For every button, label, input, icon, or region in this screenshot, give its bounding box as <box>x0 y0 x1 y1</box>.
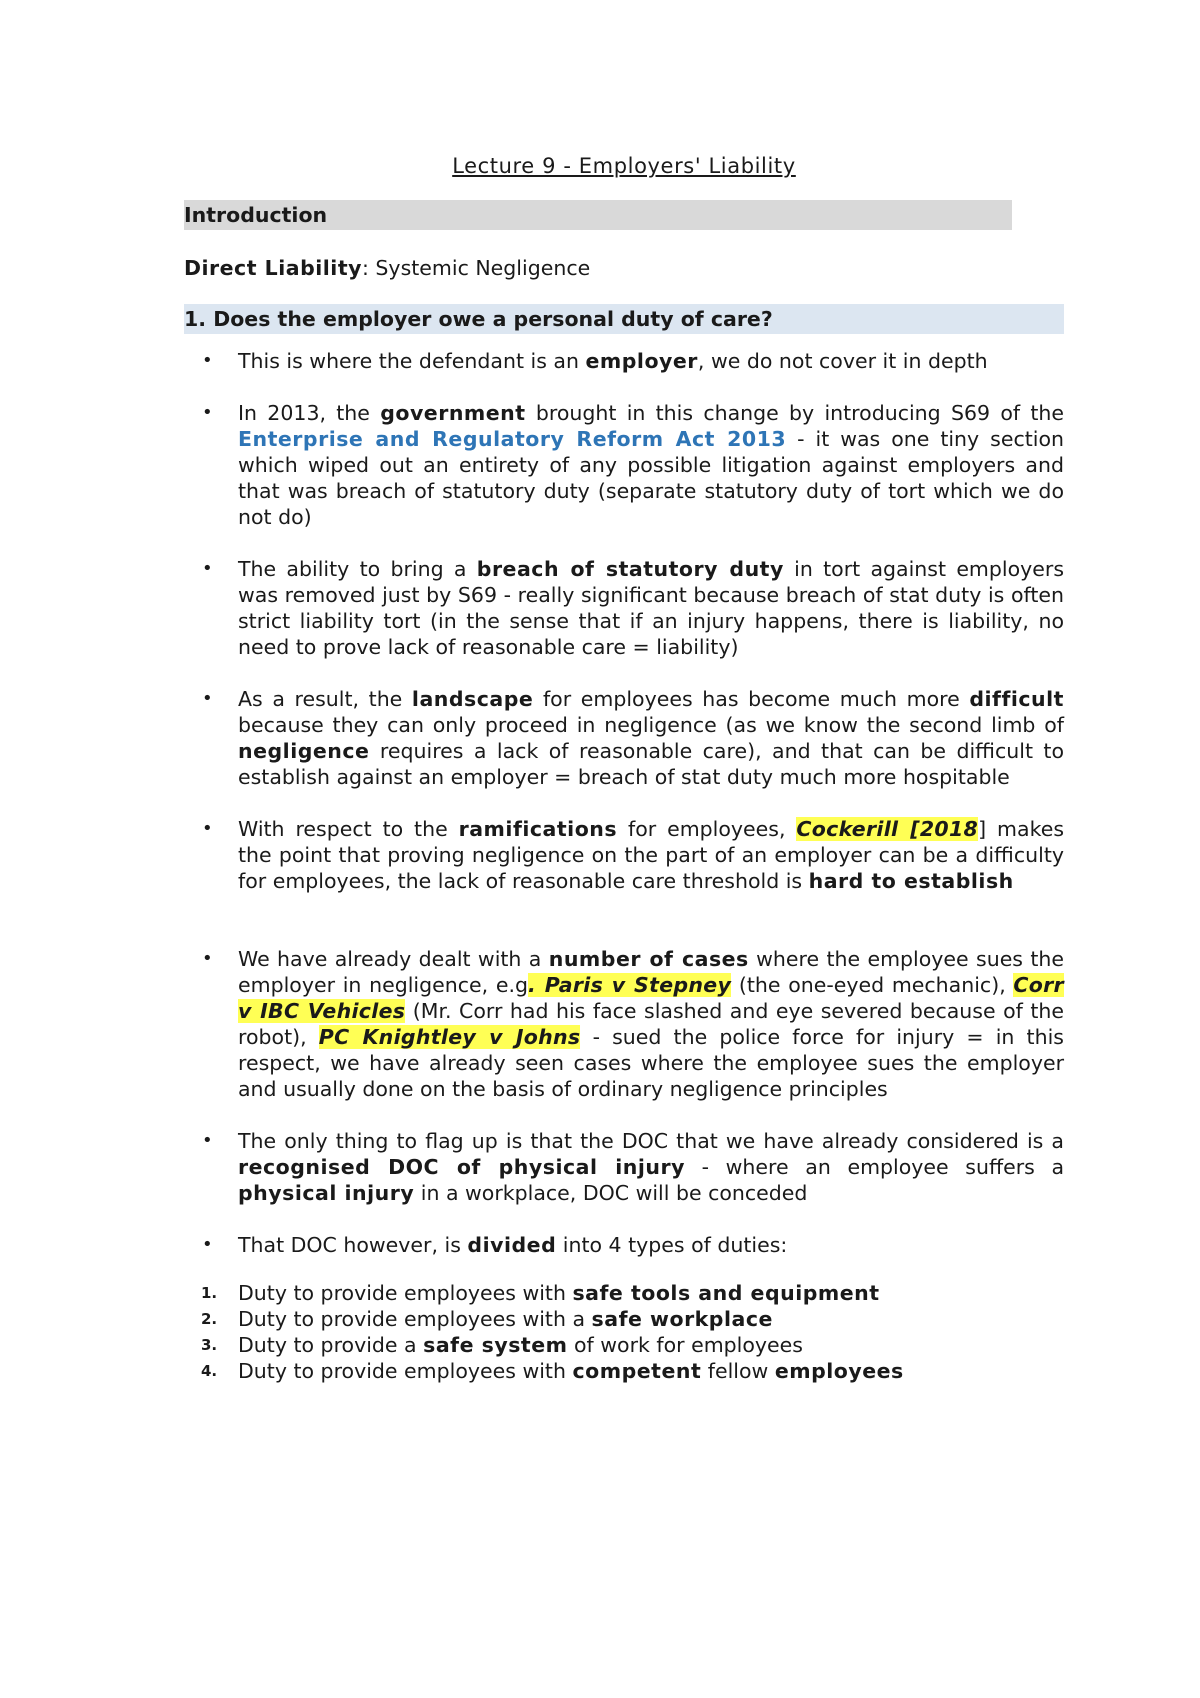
duties-list <box>184 1280 1064 1384</box>
bold-text: safe tools and equipment <box>572 1281 880 1305</box>
text: of work for employees <box>567 1333 803 1357</box>
text: Duty to provide employees with <box>238 1281 573 1305</box>
text: As a result, the <box>238 687 412 711</box>
bullet-icon: • <box>202 558 213 579</box>
bold-text: breach of statutory duty <box>476 557 784 581</box>
bullet-icon: • <box>202 402 213 423</box>
bullet-icon: • <box>202 818 213 839</box>
text: - sued the police force for injury = in this respect, we have already seen cases where the employee sues the employer and usually done on the basis of ordinary negligence principles <box>238 1025 1064 1101</box>
text: in a workplace, DOC will be conceded <box>414 1181 808 1205</box>
bold-text: hard to establish <box>808 869 1014 893</box>
text: because they can only proceed in negligence (as we know the second limb of <box>238 713 1064 737</box>
text: We have already dealt with a <box>238 947 549 971</box>
text: Duty to provide employees with <box>238 1359 573 1383</box>
list-item <box>184 400 1064 530</box>
text: With respect to the <box>238 817 459 841</box>
case-citation: PC Knightley v Johns <box>318 1025 581 1049</box>
list-number: 3. <box>201 1336 218 1354</box>
bold-text: safe workplace <box>591 1307 773 1331</box>
case-citation: Cockerill [2018 <box>796 817 979 841</box>
text: where the employee sues the employer in negligence, e.g <box>238 947 1065 997</box>
text: brought in this change by introducing S69 of the <box>525 401 1064 425</box>
text: - where an employee suffers a <box>684 1155 1065 1179</box>
case-citation: . Paris v Stepney <box>528 973 732 997</box>
text: for employees, <box>617 817 797 841</box>
bullet-icon: • <box>202 948 213 969</box>
list-item <box>184 348 1064 374</box>
list-item <box>184 946 1064 1102</box>
bold-text: negligence <box>238 739 370 763</box>
direct-liability-line <box>184 252 1064 284</box>
text: , we do not cover it in depth <box>697 349 988 373</box>
list-number: 2. <box>201 1310 218 1328</box>
list-item <box>184 1128 1064 1206</box>
bold-text: number of cases <box>548 947 749 971</box>
text: That DOC however, is <box>238 1233 468 1257</box>
act-reference: Enterprise and Regulatory Reform Act 2013 <box>238 427 787 451</box>
bullet-icon: • <box>202 688 213 709</box>
bullet-list <box>184 348 1064 1384</box>
bold-text: employer <box>585 349 698 373</box>
bullet-icon: • <box>202 1234 213 1255</box>
direct-liability-label: Direct Liability <box>184 256 362 280</box>
direct-liability-text: : Systemic Negligence <box>362 256 591 280</box>
document-body <box>184 150 1064 1384</box>
duty-item <box>184 1332 1064 1358</box>
text: Duty to provide a <box>238 1333 424 1357</box>
text: for employees has become much more <box>533 687 970 711</box>
text: The ability to bring a <box>238 557 477 581</box>
duty-item <box>184 1306 1064 1332</box>
text: into 4 types of duties: <box>556 1233 788 1257</box>
text: ] makes the point that proving negligence on the part of an employer can be a difficulty for employees, the lack of reasonable care threshold is <box>238 817 1064 893</box>
text: Duty to provide employees with a <box>238 1307 592 1331</box>
list-item <box>184 1232 1064 1384</box>
case-citation: Corr v IBC Vehicles <box>238 973 1064 1023</box>
text: in tort against employers was removed just by S69 - really significant because breach of stat duty is often strict liability tort (in the sense that if an injury happens, there is liability, no need to prove lack of reasonable care = liability) <box>238 557 1065 659</box>
list-number: 4. <box>201 1362 218 1380</box>
page-title: Lecture 9 - Employers' Liability <box>452 154 796 178</box>
duty-item <box>184 1358 1064 1384</box>
bold-text: employees <box>774 1359 904 1383</box>
text: This is where the defendant is an <box>238 349 586 373</box>
bold-text: landscape <box>411 687 534 711</box>
list-item <box>184 556 1064 660</box>
list-number: 1. <box>201 1284 218 1302</box>
text: requires a lack of reasonable care), and that can be difficult to establish against an employer = breach of stat duty much more hospitable <box>238 739 1064 789</box>
bold-text: recognised DOC of physical injury <box>238 1155 685 1179</box>
question-heading: 1. Does the employer owe a personal duty of care? <box>184 304 1064 334</box>
bullet-icon: • <box>202 1130 213 1151</box>
bold-text: safe system <box>423 1333 568 1357</box>
list-item <box>184 816 1064 894</box>
text: - it was one tiny section which wiped out an entirety of any possible litigation against employers and that was breach of statutory duty (separate statutory duty of tort which we do not do) <box>238 427 1064 529</box>
text: (Mr. Corr had his face slashed and eye severed because of the robot), <box>238 999 1064 1049</box>
bullet-icon: • <box>202 350 213 371</box>
duty-item <box>184 1280 1064 1306</box>
bold-text: difficult <box>969 687 1064 711</box>
bold-text: divided <box>467 1233 557 1257</box>
text: The only thing to flag up is that the DOC that we have already considered is a <box>238 1129 1064 1153</box>
section-heading-introduction: Introduction <box>184 200 1012 230</box>
bold-text: government <box>380 401 526 425</box>
text: In 2013, the <box>238 401 381 425</box>
bold-text: competent <box>572 1359 702 1383</box>
text: fellow <box>701 1359 775 1383</box>
bold-text: ramifications <box>458 817 618 841</box>
bold-text: physical injury <box>238 1181 415 1205</box>
list-item <box>184 686 1064 790</box>
text: (the one-eyed mechanic), <box>731 973 1014 997</box>
